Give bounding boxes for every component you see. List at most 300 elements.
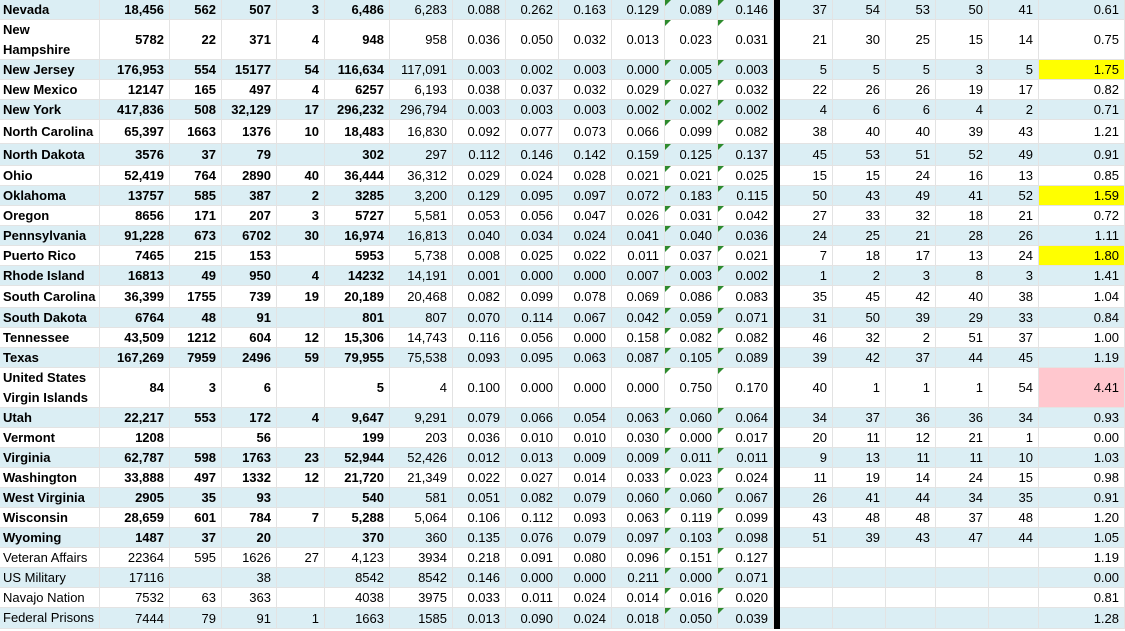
rank-cell[interactable]: 43 — [780, 508, 833, 528]
data-cell[interactable]: 0.072 — [612, 186, 665, 206]
rank-cell[interactable]: 25 — [833, 226, 886, 246]
rank-cell[interactable]: 5 — [886, 60, 936, 80]
data-cell[interactable]: 0.042 — [718, 206, 774, 226]
data-cell[interactable] — [277, 246, 325, 266]
data-cell[interactable]: 2890 — [222, 166, 277, 186]
rank-cell[interactable]: 37 — [886, 348, 936, 368]
rank-cell[interactable]: 18 — [833, 246, 886, 266]
table-row[interactable] — [0, 368, 1125, 408]
ratio-cell[interactable]: 0.81 — [1039, 588, 1125, 608]
ratio-cell[interactable]: 1.04 — [1039, 286, 1125, 308]
data-cell[interactable]: 0.042 — [612, 308, 665, 328]
data-cell[interactable]: 20,468 — [390, 286, 453, 308]
data-cell[interactable]: 35 — [170, 488, 222, 508]
data-cell[interactable]: 207 — [222, 206, 277, 226]
rank-cell[interactable]: 2 — [833, 266, 886, 286]
data-cell[interactable]: 0.146 — [506, 144, 559, 166]
data-cell[interactable]: 0.073 — [559, 120, 612, 144]
data-cell[interactable]: 5,738 — [390, 246, 453, 266]
data-cell[interactable]: 59 — [277, 348, 325, 368]
data-cell[interactable]: 0.082 — [506, 488, 559, 508]
data-cell[interactable]: 62,787 — [100, 448, 170, 468]
data-cell[interactable]: 54 — [277, 60, 325, 80]
data-cell[interactable]: 0.037 — [665, 246, 718, 266]
rank-cell[interactable]: 32 — [833, 328, 886, 348]
rank-cell[interactable]: 44 — [936, 348, 989, 368]
rank-cell[interactable]: 41 — [833, 488, 886, 508]
data-cell[interactable]: 33,888 — [100, 468, 170, 488]
data-cell[interactable]: 0.022 — [559, 246, 612, 266]
rank-cell[interactable]: 31 — [780, 308, 833, 328]
data-cell[interactable]: 0.129 — [612, 0, 665, 20]
table-row[interactable] — [0, 186, 1125, 206]
ratio-cell[interactable]: 0.84 — [1039, 308, 1125, 328]
data-cell[interactable]: 554 — [170, 60, 222, 80]
data-cell[interactable]: 0.037 — [506, 80, 559, 100]
data-cell[interactable]: 0.093 — [453, 348, 506, 368]
rank-cell[interactable]: 33 — [989, 308, 1039, 328]
data-cell[interactable]: 14,743 — [390, 328, 453, 348]
data-cell[interactable]: 0.003 — [559, 60, 612, 80]
data-cell[interactable]: 0.014 — [559, 468, 612, 488]
data-cell[interactable]: 497 — [170, 468, 222, 488]
rank-cell[interactable]: 8 — [936, 266, 989, 286]
data-cell[interactable]: 20 — [222, 528, 277, 548]
rank-cell[interactable] — [886, 588, 936, 608]
data-cell[interactable]: 497 — [222, 80, 277, 100]
data-cell[interactable]: 21,720 — [325, 468, 390, 488]
data-cell[interactable]: 0.067 — [718, 488, 774, 508]
data-cell[interactable]: 0.137 — [718, 144, 774, 166]
ratio-cell[interactable]: 1.80 — [1039, 246, 1125, 266]
data-cell[interactable]: 8542 — [390, 568, 453, 588]
data-cell[interactable]: 0.007 — [612, 266, 665, 286]
data-cell[interactable]: 0.032 — [559, 20, 612, 60]
rank-cell[interactable]: 6 — [886, 100, 936, 120]
data-cell[interactable]: 2 — [277, 186, 325, 206]
rank-cell[interactable]: 21 — [989, 206, 1039, 226]
data-cell[interactable]: 0.069 — [612, 286, 665, 308]
rank-cell[interactable]: 11 — [780, 468, 833, 488]
data-cell[interactable]: 9,291 — [390, 408, 453, 428]
data-cell[interactable]: 0.028 — [559, 166, 612, 186]
data-cell[interactable]: 63 — [170, 588, 222, 608]
data-cell[interactable]: 0.077 — [506, 120, 559, 144]
data-cell[interactable] — [277, 308, 325, 328]
rank-cell[interactable]: 53 — [886, 0, 936, 20]
rank-cell[interactable]: 37 — [936, 508, 989, 528]
table-row[interactable] — [0, 0, 1125, 20]
row-label-cell[interactable] — [0, 246, 100, 266]
rank-cell[interactable] — [780, 588, 833, 608]
data-cell[interactable]: 0.002 — [665, 100, 718, 120]
data-cell[interactable]: 2496 — [222, 348, 277, 368]
rank-cell[interactable]: 5 — [780, 60, 833, 80]
rank-cell[interactable]: 15 — [833, 166, 886, 186]
data-cell[interactable]: 0.003 — [506, 100, 559, 120]
table-row[interactable] — [0, 428, 1125, 448]
data-cell[interactable]: 0.063 — [612, 408, 665, 428]
data-cell[interactable]: 0.016 — [665, 588, 718, 608]
rank-cell[interactable] — [833, 608, 886, 629]
row-label-cell[interactable] — [0, 166, 100, 186]
data-cell[interactable]: 0.030 — [612, 428, 665, 448]
data-cell[interactable]: 0.023 — [665, 20, 718, 60]
data-cell[interactable]: 1332 — [222, 468, 277, 488]
data-cell[interactable]: 16813 — [100, 266, 170, 286]
ratio-cell[interactable]: 1.59 — [1039, 186, 1125, 206]
data-cell[interactable]: 0.023 — [665, 468, 718, 488]
row-label-cell[interactable] — [0, 286, 100, 308]
rank-cell[interactable]: 4 — [936, 100, 989, 120]
rank-cell[interactable]: 28 — [936, 226, 989, 246]
rank-cell[interactable]: 43 — [989, 120, 1039, 144]
data-cell[interactable]: 0.750 — [665, 368, 718, 408]
data-cell[interactable]: 199 — [325, 428, 390, 448]
data-cell[interactable]: 0.000 — [559, 266, 612, 286]
data-cell[interactable]: 0.093 — [559, 508, 612, 528]
ratio-cell[interactable]: 0.82 — [1039, 80, 1125, 100]
data-cell[interactable]: 0.089 — [665, 0, 718, 20]
data-cell[interactable]: 0.026 — [612, 206, 665, 226]
rank-cell[interactable]: 45 — [833, 286, 886, 308]
data-cell[interactable]: 601 — [170, 508, 222, 528]
rank-cell[interactable]: 26 — [886, 80, 936, 100]
data-cell[interactable]: 764 — [170, 166, 222, 186]
data-cell[interactable]: 0.000 — [559, 568, 612, 588]
data-cell[interactable]: 0.002 — [506, 60, 559, 80]
data-cell[interactable]: 52,419 — [100, 166, 170, 186]
data-cell[interactable] — [277, 588, 325, 608]
data-cell[interactable]: 4 — [277, 20, 325, 60]
table-row[interactable] — [0, 120, 1125, 144]
data-cell[interactable]: 0.000 — [665, 428, 718, 448]
data-cell[interactable]: 18,483 — [325, 120, 390, 144]
ratio-cell[interactable]: 0.91 — [1039, 144, 1125, 166]
rank-cell[interactable]: 50 — [833, 308, 886, 328]
table-row[interactable] — [0, 348, 1125, 368]
data-cell[interactable]: 7959 — [170, 348, 222, 368]
data-cell[interactable]: 0.097 — [612, 528, 665, 548]
data-cell[interactable]: 28,659 — [100, 508, 170, 528]
rank-cell[interactable]: 15 — [780, 166, 833, 186]
row-label-cell[interactable] — [0, 608, 100, 629]
data-cell[interactable]: 0.003 — [453, 60, 506, 80]
rank-cell[interactable]: 49 — [886, 186, 936, 206]
data-cell[interactable]: 387 — [222, 186, 277, 206]
table-row[interactable] — [0, 468, 1125, 488]
data-cell[interactable]: 8656 — [100, 206, 170, 226]
data-cell[interactable]: 0.000 — [559, 368, 612, 408]
data-cell[interactable]: 12147 — [100, 80, 170, 100]
ratio-cell[interactable]: 1.75 — [1039, 60, 1125, 80]
data-cell[interactable]: 296,794 — [390, 100, 453, 120]
rank-cell[interactable]: 34 — [936, 488, 989, 508]
data-cell[interactable]: 1626 — [222, 548, 277, 568]
rank-cell[interactable] — [989, 608, 1039, 629]
data-cell[interactable]: 23 — [277, 448, 325, 468]
data-cell[interactable]: 0.151 — [665, 548, 718, 568]
data-cell[interactable]: 0.014 — [612, 588, 665, 608]
data-cell[interactable]: 38 — [222, 568, 277, 588]
data-cell[interactable]: 784 — [222, 508, 277, 528]
rank-cell[interactable]: 7 — [780, 246, 833, 266]
data-cell[interactable]: 0.054 — [559, 408, 612, 428]
rank-cell[interactable] — [780, 548, 833, 568]
data-cell[interactable]: 0.040 — [665, 226, 718, 246]
data-cell[interactable]: 0.050 — [665, 608, 718, 629]
data-cell[interactable]: 0.060 — [612, 488, 665, 508]
rank-cell[interactable]: 20 — [780, 428, 833, 448]
data-cell[interactable]: 3934 — [390, 548, 453, 568]
data-cell[interactable]: 7444 — [100, 608, 170, 629]
data-cell[interactable]: 0.040 — [453, 226, 506, 246]
rank-cell[interactable]: 26 — [833, 80, 886, 100]
rank-cell[interactable]: 6 — [833, 100, 886, 120]
data-cell[interactable]: 0.067 — [559, 308, 612, 328]
data-cell[interactable]: 585 — [170, 186, 222, 206]
data-cell[interactable]: 0.031 — [665, 206, 718, 226]
rank-cell[interactable] — [833, 568, 886, 588]
data-cell[interactable]: 0.039 — [718, 608, 774, 629]
data-cell[interactable]: 0.079 — [559, 528, 612, 548]
table-row[interactable] — [0, 448, 1125, 468]
data-cell[interactable]: 8542 — [325, 568, 390, 588]
rank-cell[interactable]: 51 — [780, 528, 833, 548]
rank-cell[interactable] — [780, 568, 833, 588]
data-cell[interactable]: 0.060 — [665, 408, 718, 428]
row-label-cell[interactable] — [0, 368, 100, 408]
data-cell[interactable]: 0.088 — [453, 0, 506, 20]
rank-cell[interactable]: 24 — [780, 226, 833, 246]
rank-cell[interactable]: 43 — [886, 528, 936, 548]
rank-cell[interactable]: 54 — [833, 0, 886, 20]
data-cell[interactable]: 0.082 — [718, 120, 774, 144]
rank-cell[interactable]: 4 — [780, 100, 833, 120]
rank-cell[interactable]: 32 — [886, 206, 936, 226]
data-cell[interactable]: 203 — [390, 428, 453, 448]
data-cell[interactable]: 0.087 — [612, 348, 665, 368]
data-cell[interactable]: 79 — [222, 144, 277, 166]
data-cell[interactable] — [170, 568, 222, 588]
data-cell[interactable]: 0.127 — [718, 548, 774, 568]
ratio-cell[interactable]: 0.61 — [1039, 0, 1125, 20]
data-cell[interactable]: 0.036 — [453, 428, 506, 448]
data-cell[interactable]: 0.050 — [506, 20, 559, 60]
data-cell[interactable]: 6,283 — [390, 0, 453, 20]
data-cell[interactable]: 0.038 — [453, 80, 506, 100]
rank-cell[interactable]: 1 — [780, 266, 833, 286]
data-cell[interactable]: 0.056 — [506, 328, 559, 348]
rank-cell[interactable]: 2 — [886, 328, 936, 348]
data-cell[interactable]: 370 — [325, 528, 390, 548]
data-cell[interactable]: 0.011 — [718, 448, 774, 468]
data-cell[interactable]: 0.008 — [453, 246, 506, 266]
rank-cell[interactable]: 50 — [780, 186, 833, 206]
rank-cell[interactable]: 3 — [886, 266, 936, 286]
data-cell[interactable]: 0.025 — [718, 166, 774, 186]
data-cell[interactable]: 0.011 — [612, 246, 665, 266]
rank-cell[interactable]: 21 — [936, 428, 989, 448]
data-cell[interactable]: 5,064 — [390, 508, 453, 528]
rank-cell[interactable]: 16 — [936, 166, 989, 186]
data-cell[interactable]: 0.005 — [665, 60, 718, 80]
data-cell[interactable]: 4 — [277, 266, 325, 286]
data-cell[interactable]: 0.142 — [559, 144, 612, 166]
rank-cell[interactable] — [936, 588, 989, 608]
data-cell[interactable]: 5727 — [325, 206, 390, 226]
data-cell[interactable]: 6,486 — [325, 0, 390, 20]
row-label-cell[interactable] — [0, 328, 100, 348]
data-cell[interactable]: 13757 — [100, 186, 170, 206]
data-cell[interactable]: 0.066 — [612, 120, 665, 144]
row-label-cell[interactable] — [0, 308, 100, 328]
data-cell[interactable]: 507 — [222, 0, 277, 20]
data-cell[interactable]: 0.095 — [506, 348, 559, 368]
data-cell[interactable]: 0.021 — [612, 166, 665, 186]
table-row[interactable] — [0, 568, 1125, 588]
data-cell[interactable]: 40 — [277, 166, 325, 186]
data-cell[interactable]: 0.129 — [453, 186, 506, 206]
ratio-cell[interactable]: 1.28 — [1039, 608, 1125, 629]
data-cell[interactable]: 6257 — [325, 80, 390, 100]
rank-cell[interactable]: 14 — [989, 20, 1039, 60]
ratio-cell[interactable]: 0.75 — [1039, 20, 1125, 60]
data-cell[interactable]: 0.099 — [506, 286, 559, 308]
rank-cell[interactable]: 9 — [780, 448, 833, 468]
ratio-cell[interactable]: 0.00 — [1039, 568, 1125, 588]
data-cell[interactable] — [277, 368, 325, 408]
data-cell[interactable]: 0.003 — [665, 266, 718, 286]
ratio-cell[interactable]: 0.71 — [1039, 100, 1125, 120]
data-cell[interactable]: 1663 — [170, 120, 222, 144]
table-row[interactable] — [0, 528, 1125, 548]
data-cell[interactable]: 0.011 — [665, 448, 718, 468]
data-cell[interactable]: 0.000 — [506, 266, 559, 286]
data-cell[interactable]: 5,581 — [390, 206, 453, 226]
rank-cell[interactable]: 49 — [989, 144, 1039, 166]
data-cell[interactable]: 540 — [325, 488, 390, 508]
data-cell[interactable]: 604 — [222, 328, 277, 348]
rank-cell[interactable]: 45 — [780, 144, 833, 166]
data-cell[interactable]: 0.036 — [453, 20, 506, 60]
data-cell[interactable]: 16,830 — [390, 120, 453, 144]
data-cell[interactable]: 2905 — [100, 488, 170, 508]
data-cell[interactable]: 0.079 — [453, 408, 506, 428]
rank-cell[interactable]: 2 — [989, 100, 1039, 120]
data-cell[interactable]: 52,426 — [390, 448, 453, 468]
data-cell[interactable]: 1585 — [390, 608, 453, 629]
data-cell[interactable]: 12 — [277, 468, 325, 488]
ratio-cell[interactable]: 1.19 — [1039, 548, 1125, 568]
data-cell[interactable]: 0.025 — [506, 246, 559, 266]
rank-cell[interactable]: 51 — [936, 328, 989, 348]
data-cell[interactable]: 215 — [170, 246, 222, 266]
data-cell[interactable]: 0.002 — [718, 100, 774, 120]
data-cell[interactable]: 75,538 — [390, 348, 453, 368]
rank-cell[interactable]: 30 — [833, 20, 886, 60]
data-cell[interactable] — [277, 568, 325, 588]
data-cell[interactable]: 0.105 — [665, 348, 718, 368]
data-cell[interactable]: 21,349 — [390, 468, 453, 488]
ratio-cell[interactable]: 0.00 — [1039, 428, 1125, 448]
data-cell[interactable]: 36,312 — [390, 166, 453, 186]
data-cell[interactable]: 673 — [170, 226, 222, 246]
data-cell[interactable]: 0.103 — [665, 528, 718, 548]
row-label-cell[interactable] — [0, 348, 100, 368]
data-cell[interactable]: 0.115 — [718, 186, 774, 206]
data-cell[interactable]: 0.071 — [718, 568, 774, 588]
ratio-cell[interactable]: 0.93 — [1039, 408, 1125, 428]
data-cell[interactable]: 0.013 — [612, 20, 665, 60]
data-cell[interactable]: 0.070 — [453, 308, 506, 328]
data-cell[interactable]: 1763 — [222, 448, 277, 468]
data-cell[interactable]: 0.024 — [506, 166, 559, 186]
data-cell[interactable]: 116,634 — [325, 60, 390, 80]
data-cell[interactable]: 0.063 — [559, 348, 612, 368]
rank-cell[interactable]: 13 — [833, 448, 886, 468]
rank-cell[interactable]: 34 — [989, 408, 1039, 428]
data-cell[interactable]: 4038 — [325, 588, 390, 608]
data-cell[interactable]: 1755 — [170, 286, 222, 308]
table-row[interactable] — [0, 60, 1125, 80]
table-row[interactable] — [0, 266, 1125, 286]
rank-cell[interactable]: 19 — [936, 80, 989, 100]
data-cell[interactable]: 948 — [325, 20, 390, 60]
ratio-cell[interactable]: 1.19 — [1039, 348, 1125, 368]
data-cell[interactable]: 0.032 — [559, 80, 612, 100]
data-cell[interactable]: 0.218 — [453, 548, 506, 568]
data-cell[interactable]: 17116 — [100, 568, 170, 588]
data-cell[interactable]: 0.000 — [665, 568, 718, 588]
rank-cell[interactable]: 48 — [989, 508, 1039, 528]
data-cell[interactable]: 117,091 — [390, 60, 453, 80]
table-row[interactable] — [0, 308, 1125, 328]
data-cell[interactable]: 0.083 — [718, 286, 774, 308]
table-row[interactable] — [0, 144, 1125, 166]
data-cell[interactable]: 302 — [325, 144, 390, 166]
rank-cell[interactable] — [989, 588, 1039, 608]
row-label-cell[interactable] — [0, 80, 100, 100]
rank-cell[interactable]: 37 — [833, 408, 886, 428]
data-cell[interactable]: 0.017 — [718, 428, 774, 448]
table-row[interactable] — [0, 100, 1125, 120]
data-cell[interactable]: 0.002 — [612, 100, 665, 120]
rank-cell[interactable]: 44 — [989, 528, 1039, 548]
rank-cell[interactable]: 41 — [989, 0, 1039, 20]
row-label-cell[interactable] — [0, 0, 100, 20]
rank-cell[interactable]: 36 — [886, 408, 936, 428]
data-cell[interactable]: 0.125 — [665, 144, 718, 166]
data-cell[interactable]: 1663 — [325, 608, 390, 629]
data-cell[interactable]: 0.001 — [453, 266, 506, 286]
table-row[interactable] — [0, 408, 1125, 428]
row-label-cell[interactable] — [0, 488, 100, 508]
data-cell[interactable]: 91 — [222, 308, 277, 328]
rank-cell[interactable]: 38 — [780, 120, 833, 144]
table-row[interactable] — [0, 548, 1125, 568]
rank-cell[interactable]: 1 — [886, 368, 936, 408]
data-cell[interactable]: 0.010 — [559, 428, 612, 448]
data-cell[interactable]: 16,813 — [390, 226, 453, 246]
data-cell[interactable]: 0.091 — [506, 548, 559, 568]
data-cell[interactable]: 0.000 — [559, 328, 612, 348]
rank-cell[interactable] — [886, 568, 936, 588]
data-cell[interactable]: 20,189 — [325, 286, 390, 308]
rank-cell[interactable] — [936, 548, 989, 568]
data-cell[interactable]: 0.079 — [559, 488, 612, 508]
data-cell[interactable]: 553 — [170, 408, 222, 428]
